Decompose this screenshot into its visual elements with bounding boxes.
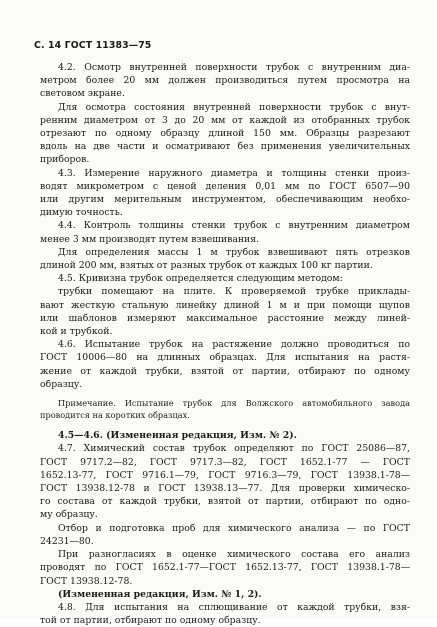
text-line: вдоль на две части и осматривают без применения увеличительных (40, 141, 410, 153)
text-line: или другим мерительным инструментом, обеспечивающим необхо- (40, 194, 410, 206)
paragraph-p44b (40, 246, 410, 272)
text-line: ренним диаметром от 3 до 20 мм от каждой из отобранных трубок (40, 114, 410, 126)
text-line: отрезают по одному образцу длиной 150 мм. Образцы разрезают (40, 128, 410, 140)
paragraph-p45b (40, 285, 410, 338)
text-line: Для осмотра состояния внутренней поверхности трубок с внут- (58, 101, 410, 113)
note-paragraph (40, 398, 410, 421)
text-line: проводят по ГОСТ 1652.1-77—ГОСТ 1652.13-77, ГОСТ 13938.1-78— (40, 562, 410, 574)
paragraph-p45 (40, 272, 410, 285)
text-line: длиной 200 мм, взятых от разных трубок от каждых 100 кг партии. (40, 260, 373, 272)
text-line: менее 3 мм производят путем взвешивания. (40, 233, 260, 245)
text-line: или шаблонов измеряют максимальное расстояние между линей- (40, 312, 410, 324)
paragraph-p47 (40, 442, 410, 521)
text-line: 4.3. Измерение наружного диаметра и толщины стенки произ- (58, 167, 410, 179)
text-line: образцу. (40, 378, 83, 390)
page-header: С. 14 ГОСТ 11383—75 (34, 40, 152, 51)
paragraph-p44 (40, 219, 410, 245)
text-line: (Измененная редакция, Изм. № 1, 2). (58, 588, 262, 600)
text-line: ГОСТ 13938.12-78 и ГОСТ 13938.13—77. Для проверки химическо- (40, 483, 410, 495)
text-line: той от партии, отбирают по одному образцу. (40, 615, 261, 627)
text-line: При разногласиях в оценке химического состава его анализ (58, 549, 410, 561)
text-line: 4.5—4.6. (Измененная редакция, Изм. № 2). (58, 430, 297, 442)
text-line: метром более 20 мм должен производиться путем просмотра на (40, 75, 410, 87)
paragraph-p42b (40, 101, 410, 167)
text-line: 4.5. Кривизна трубок определяется следующим методом: (58, 273, 343, 285)
text-line: водят микрометром с ценой деления 0,01 мм по ГОСТ 6507—90 (40, 180, 410, 192)
text-line: трубки помещают на плите. К проверяемой трубке приклады- (58, 286, 410, 298)
text-line: вают жесткую стальную линейку длиной 1 м и при помощи щупов (40, 299, 410, 311)
main-text-block (40, 61, 410, 627)
text-line: му образцу. (40, 509, 98, 521)
text-line: димую точность. (40, 207, 123, 219)
text-line: 4.8. Для испытания на сплющивание от каждой трубки, взя- (58, 601, 410, 613)
text-line: ГОСТ 10006—80 на длинных образцах. Для испытания на растя- (40, 352, 410, 364)
paragraph-p47c (40, 548, 410, 588)
paragraph-p43 (40, 167, 410, 220)
text-line: 4.2. Осмотр внутренней поверхности трубок с внутренним диа- (58, 62, 410, 73)
paragraph-p48 (40, 601, 410, 627)
text-line: ГОСТ 9717.2—82, ГОСТ 9717.3—82, ГОСТ 1652.1-77 — ГОСТ (40, 456, 410, 468)
note-line: Примечание. Испытание трубок для Волжского автомобильного завода (58, 398, 410, 409)
paragraph-p46 (40, 338, 410, 391)
text-line: Отбор и подготовка проб для химического анализа — по ГОСТ (58, 522, 410, 534)
paragraph-p47b (40, 522, 410, 548)
text-line: го состава от каждой трубки, взятой от партии, отбирают по одно- (40, 496, 410, 508)
paragraph-p42 (40, 61, 410, 101)
text-line: 4.4. Контроль толщины стенки трубок с внутренним диаметром (58, 220, 410, 232)
paragraph-ed1 (40, 429, 410, 442)
text-line: 4.6. Испытание трубок на растяжение должно проводиться по (58, 339, 410, 351)
text-line: Для определения массы 1 м трубок взвешивают пять отрезков (58, 246, 410, 258)
text-line: ГОСТ 13938.12-78. (40, 575, 133, 587)
paragraph-ed2 (40, 588, 410, 601)
text-line: приборов. (40, 154, 90, 166)
text-line: 1652.13-77, ГОСТ 9716.1—79, ГОСТ 9716.3—79, ГОСТ 13938.1-78— (40, 469, 410, 481)
text-line: жение от каждой трубки, взятой от партии, отбирают по одному (40, 365, 410, 377)
text-line: 24231—80. (40, 535, 94, 547)
text-line: кой и трубкой. (40, 326, 113, 338)
note-line: проводится на коротких образцах. (40, 409, 190, 420)
text-line: световом экране. (40, 88, 125, 100)
text-line: 4.7. Химический состав трубок определяют по ГОСТ 25086—87, (58, 443, 410, 455)
